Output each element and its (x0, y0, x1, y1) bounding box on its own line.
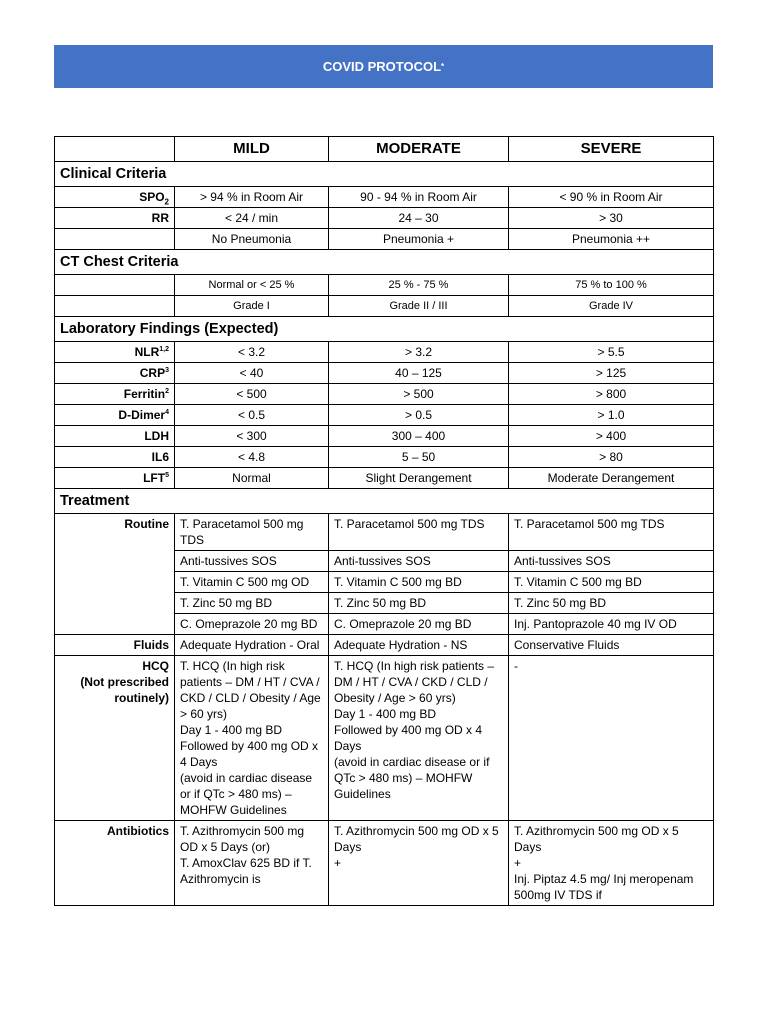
cell-mild: T. Vitamin C 500 mg OD (175, 572, 329, 593)
cell-moderate: 25 % - 75 % (329, 275, 509, 296)
table-row (55, 384, 714, 405)
cell-severe: < 90 % in Room Air (509, 187, 714, 208)
cell-moderate: T. Azithromycin 500 mg OD x 5 Days + (329, 821, 509, 906)
cell-severe: Moderate Derangement (509, 468, 714, 489)
header-moderate: MODERATE (329, 137, 509, 162)
cell-mild: < 500 (175, 384, 329, 405)
cell-mild: < 4.8 (175, 447, 329, 468)
row-label-antibiotics: Antibiotics (55, 821, 175, 906)
row-label: LFT$^5$ (55, 468, 175, 489)
cell-mild: T. Paracetamol 500 mg TDS (175, 514, 329, 551)
section-clinical-criteria: Clinical Criteria (55, 162, 714, 187)
table-row (55, 187, 714, 208)
cell-severe: Inj. Pantoprazole 40 mg IV OD (509, 614, 714, 635)
cell-mild: T. Azithromycin 500 mg OD x 5 Days (or) T. AmoxClav 625 BD if T. Azithromycin is (175, 821, 329, 906)
cell-moderate: T. Zinc 50 mg BD (329, 593, 509, 614)
row-label: $SPO_2$ (55, 187, 175, 208)
cell-mild: < 300 (175, 426, 329, 447)
cell-severe: > 800 (509, 384, 714, 405)
table-row (55, 229, 714, 250)
table-row (55, 426, 714, 447)
cell-moderate: 300 – 400 (329, 426, 509, 447)
table-row (55, 208, 714, 229)
section-row (55, 317, 714, 342)
table-row (55, 342, 714, 363)
cell-moderate: 40 – 125 (329, 363, 509, 384)
cell-moderate: T. Vitamin C 500 mg BD (329, 572, 509, 593)
table-row (55, 635, 714, 656)
row-label: CRP$^3$ (55, 363, 175, 384)
cell-severe: T. Azithromycin 500 mg OD x 5 Days + Inj. Piptaz 4.5 mg/ Inj meropenam 500mg IV TDS if (509, 821, 714, 906)
table-row (55, 821, 714, 906)
row-label: IL6 (55, 447, 175, 468)
table-row (55, 447, 714, 468)
row-label: LDH (55, 426, 175, 447)
cell-moderate: 5 – 50 (329, 447, 509, 468)
row-label (55, 296, 175, 317)
cell-severe: 75 % to 100 % (509, 275, 714, 296)
cell-mild: < 40 (175, 363, 329, 384)
cell-severe: > 30 (509, 208, 714, 229)
cell-severe: Grade IV (509, 296, 714, 317)
row-label-routine: Routine (55, 514, 175, 635)
page-title: COVID PROTOCOL (322, 59, 442, 74)
row-label-hcq: HCQ (Not prescribed routinely) (55, 656, 175, 821)
cell-severe: > 1.0 (509, 405, 714, 426)
row-label-fluids: Fluids (55, 635, 175, 656)
cell-mild: C. Omeprazole 20 mg BD (175, 614, 329, 635)
section-treatment: Treatment (55, 489, 714, 514)
cell-moderate: Adequate Hydration - NS (329, 635, 509, 656)
page-title-banner: COVID PROTOCOL * (54, 45, 713, 88)
header-blank (55, 137, 175, 162)
cell-moderate: C. Omeprazole 20 mg BD (329, 614, 509, 635)
protocol-table (54, 136, 714, 906)
cell-mild: No Pneumonia (175, 229, 329, 250)
cell-severe: > 80 (509, 447, 714, 468)
cell-severe: - (509, 656, 714, 821)
cell-severe: T. Vitamin C 500 mg BD (509, 572, 714, 593)
row-label (55, 275, 175, 296)
cell-mild: T. Zinc 50 mg BD (175, 593, 329, 614)
cell-severe: Anti-tussives SOS (509, 551, 714, 572)
header-row (55, 137, 714, 162)
cell-mild: T. HCQ (In high risk patients – DM / HT / CVA / CKD / CLD / Obesity / Age > 60 yrs) Day 1 - 400 mg BD Followed by 400 mg OD x 4 Days (avoid in cardiac disease or if QTc > 480 ms) – MOHFW Guidelines (175, 656, 329, 821)
cell-moderate: > 3.2 (329, 342, 509, 363)
cell-moderate: Grade II / III (329, 296, 509, 317)
section-row (55, 250, 714, 275)
section-laboratory-findings: Laboratory Findings (Expected) (55, 317, 714, 342)
cell-severe: T. Paracetamol 500 mg TDS (509, 514, 714, 551)
cell-moderate: 24 – 30 (329, 208, 509, 229)
row-label: Ferritin$^2$ (55, 384, 175, 405)
table-row (55, 275, 714, 296)
cell-moderate: Pneumonia + (329, 229, 509, 250)
cell-severe: Conservative Fluids (509, 635, 714, 656)
table-row (55, 405, 714, 426)
cell-severe: > 5.5 (509, 342, 714, 363)
section-row (55, 489, 714, 514)
header-mild: MILD (175, 137, 329, 162)
cell-moderate: > 0.5 (329, 405, 509, 426)
cell-mild: > 94 % in Room Air (175, 187, 329, 208)
cell-moderate: Anti-tussives SOS (329, 551, 509, 572)
cell-moderate: T. Paracetamol 500 mg TDS (329, 514, 509, 551)
table-row (55, 468, 714, 489)
cell-severe: Pneumonia ++ (509, 229, 714, 250)
row-label (55, 229, 175, 250)
cell-moderate: Slight Derangement (329, 468, 509, 489)
cell-severe: > 125 (509, 363, 714, 384)
cell-severe: > 400 (509, 426, 714, 447)
table-row (55, 514, 714, 551)
row-label: NLR$^{1,2}$ (55, 342, 175, 363)
row-label: D-Dimer$^4$ (55, 405, 175, 426)
table-row (55, 296, 714, 317)
cell-mild: < 0.5 (175, 405, 329, 426)
cell-mild: < 3.2 (175, 342, 329, 363)
row-label: RR (55, 208, 175, 229)
header-severe: SEVERE (509, 137, 714, 162)
section-ct-chest-criteria: CT Chest Criteria (55, 250, 714, 275)
section-row (55, 162, 714, 187)
cell-mild: Adequate Hydration - Oral (175, 635, 329, 656)
table-row (55, 656, 714, 821)
cell-moderate: T. HCQ (In high risk patients – DM / HT / CVA / CKD / CLD / Obesity / Age > 60 yrs) Day 1 - 400 mg BD Followed by 400 mg OD x 4 Days (avoid in cardiac disease or if QTc > 480 ms) – MOHFW Guidelines (329, 656, 509, 821)
cell-mild: Normal or < 25 % (175, 275, 329, 296)
cell-mild: < 24 / min (175, 208, 329, 229)
cell-moderate: > 500 (329, 384, 509, 405)
cell-mild: Grade I (175, 296, 329, 317)
cell-moderate: 90 - 94 % in Room Air (329, 187, 509, 208)
cell-mild: Anti-tussives SOS (175, 551, 329, 572)
cell-severe: T. Zinc 50 mg BD (509, 593, 714, 614)
table-row (55, 363, 714, 384)
cell-mild: Normal (175, 468, 329, 489)
